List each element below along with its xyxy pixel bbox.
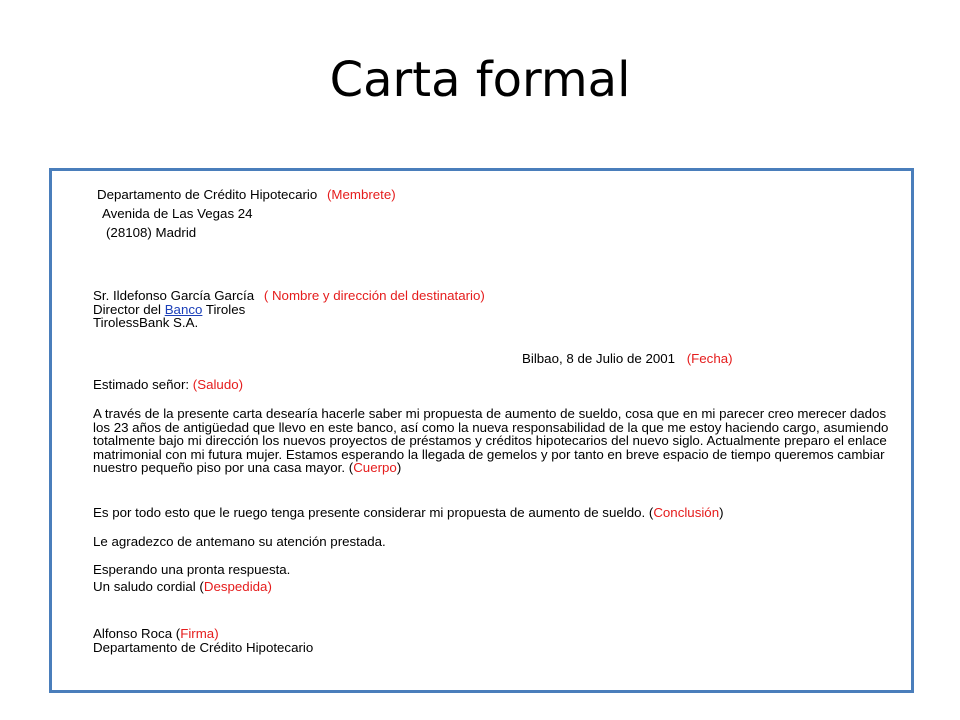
signature-line [93, 627, 219, 640]
conclusion-tag-close: ) [719, 505, 724, 520]
body-tag: Cuerpo [353, 460, 397, 476]
conclusion-text: Es por todo esto que le ruego tenga presente considerar mi propuesta de aumento de sueldo. ( [93, 505, 654, 520]
banco-link[interactable]: Banco [164, 302, 203, 317]
membrete-tag: (Membrete) [326, 187, 396, 202]
membrete-address: Avenida de Las Vegas 24 [102, 206, 253, 221]
recipient-company: TirolessBank S.A. [93, 315, 199, 330]
farewell-tag-close: ) [267, 579, 272, 594]
recipient-name-line [93, 289, 485, 302]
conclusion-tag: Conclusión [653, 505, 720, 520]
farewell-line [93, 580, 272, 593]
body-text: A través de la presente carta desearía hacerle saber mi propuesta de aumento de sueldo, cosa que en mi parecer creo merecer dados los 23 años de antigüedad que llevo en este banco, así como la nueva responsabilidad de la que me estoy haciendo cargo, asumiendo totalmente bajo mi dirección los nuevos proyectos de préstamos y créditos hipotecarios del nuevo siglo. Actualmente preparo el enlace matrimonial con mi futura mujer. Estamos esperando la llegada de gemelos y por tanto en breve espacio de tiempo queremos cambiar nuestro pequeño piso por una casa mayor. ( [93, 406, 889, 476]
date-text: Bilbao, 8 de Julio de 2001 [522, 351, 676, 366]
date-tag: (Fecha) [686, 351, 733, 366]
farewell-tag: Despedida [203, 579, 268, 594]
slide-title: Carta formal [329, 52, 631, 108]
recipient-role-prefix: Director del [93, 302, 165, 317]
body-paragraph [93, 407, 893, 475]
membrete-department: Departamento de Crédito Hipotecario [97, 187, 318, 202]
greeting-text: Estimado señor: [93, 377, 193, 392]
signature-name: Alfonso Roca ( [93, 626, 181, 641]
membrete-city: (28108) Madrid [106, 225, 197, 240]
farewell-text: Un saludo cordial ( [93, 579, 204, 594]
membrete-line-1 [97, 188, 396, 201]
greeting-line [93, 378, 243, 391]
conclusion-line [93, 506, 724, 519]
signature-tag-close: ) [214, 626, 219, 641]
recipient-tag: ( Nombre y dirección del destinatario) [263, 288, 485, 303]
signature-department: Departamento de Crédito Hipotecario [93, 640, 314, 655]
date-line [522, 352, 733, 365]
thanks-line: Le agradezco de antemano su atención prestada. [93, 534, 386, 549]
signature-tag: Firma [180, 626, 215, 641]
body-tag-close: ) [396, 460, 402, 476]
recipient-name: Sr. Ildefonso García García [93, 288, 255, 303]
awaiting-line: Esperando una pronta respuesta. [93, 562, 291, 577]
recipient-role-suffix: Tiroles [202, 302, 246, 317]
greeting-tag: (Saludo) [192, 377, 244, 392]
